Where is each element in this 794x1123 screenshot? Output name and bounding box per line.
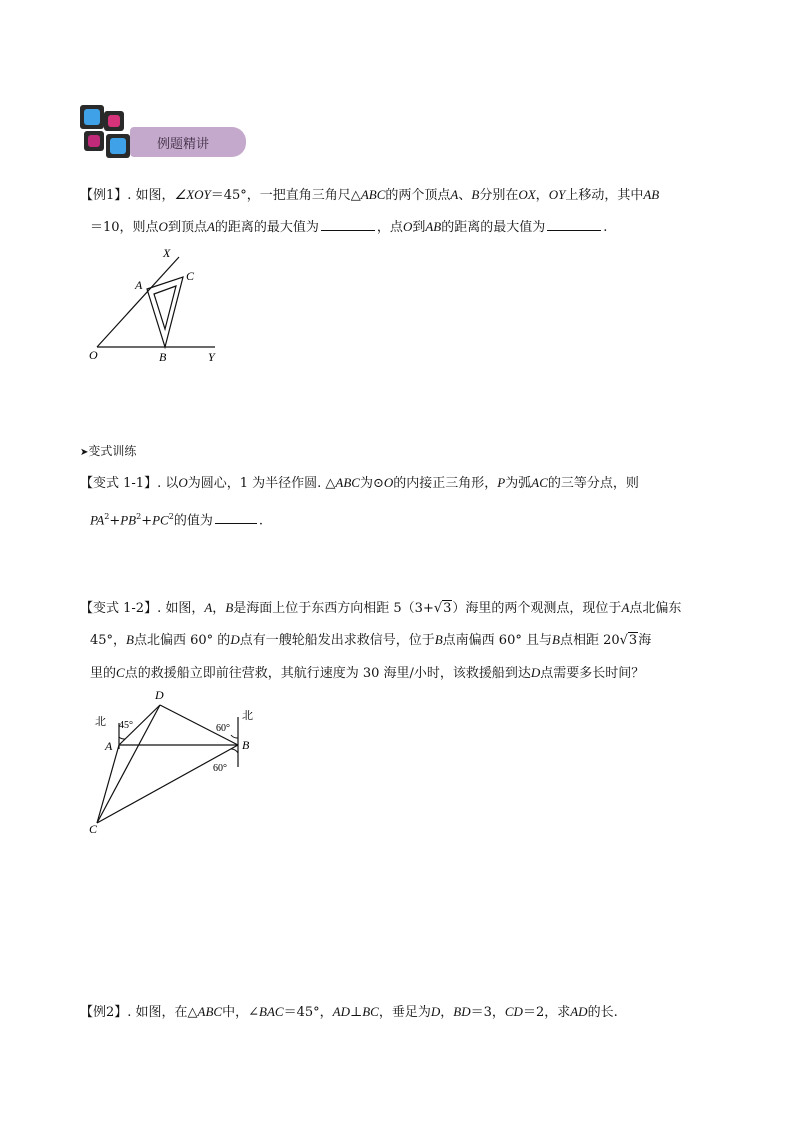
example1-line1: [80, 186, 659, 205]
segment-label: AB: [643, 187, 660, 202]
text: 为⊙: [359, 476, 384, 491]
example1-figure: [85, 243, 225, 368]
triangle-outer: [147, 277, 183, 347]
segment-label: AB: [425, 219, 442, 234]
segment-label: AD: [332, 1004, 350, 1019]
text: ＝10，则点: [90, 220, 159, 235]
point-label: O: [178, 475, 188, 490]
point-label: D: [430, 1004, 441, 1019]
segment-label: BD: [453, 1004, 471, 1019]
text: 点的救援船立即前往营救，其航行速度为 30 海里/小时，该救援船到达: [124, 666, 531, 681]
text: 的长.: [587, 1005, 618, 1020]
text: 是海面上位于东西方向相距 5（3+: [233, 601, 434, 616]
point-label: D: [230, 632, 240, 647]
example1-tag: 【例1】: [80, 188, 128, 203]
ray-label: OY: [548, 187, 566, 202]
logo-square-magenta-inner: [88, 135, 100, 147]
text: 的距离的最大值为: [214, 220, 319, 235]
exponent: 2: [136, 512, 142, 521]
point-label: O: [158, 219, 168, 234]
text: ，垂足为: [378, 1005, 431, 1020]
logo-square-blue-inner: [84, 109, 100, 125]
label-c: C: [89, 822, 98, 836]
variant2-figure: [85, 685, 270, 840]
text: 的两个顶点: [385, 188, 451, 203]
text: ＝45°，一把直角三角尺△: [210, 188, 361, 203]
point-label: B: [126, 632, 134, 647]
triangle-label: ABC: [360, 187, 386, 202]
label-y: Y: [208, 350, 215, 364]
text: 的三等分点，则: [547, 476, 639, 491]
angle-label: ∠XOY: [174, 187, 211, 202]
text: . 如图，: [127, 188, 175, 203]
point-label: P: [497, 475, 506, 490]
text: ＝2，求: [522, 1005, 571, 1020]
text: ，: [440, 1005, 454, 1020]
angle-arc-a: [119, 737, 125, 739]
text: 点南偏西 60° 且与: [442, 633, 552, 648]
answer-blank-3[interactable]: [215, 511, 257, 524]
exponent: 2: [104, 512, 110, 521]
text: . 以: [157, 476, 179, 491]
label-x: X: [163, 246, 171, 260]
arc-label: AC: [531, 475, 548, 490]
text: ＝45°，: [283, 1005, 333, 1020]
text: 45°，: [90, 633, 127, 648]
variant2-tag: 【变式 1-2】: [80, 601, 158, 616]
point-label: C: [116, 665, 125, 680]
variant1-tag: 【变式 1-1】: [80, 476, 158, 491]
label-c: C: [186, 269, 195, 283]
text: 的距离的最大值为: [441, 220, 546, 235]
text: 、: [458, 188, 472, 203]
variant-header: [80, 442, 136, 462]
text: . 如图，在△: [127, 1005, 198, 1020]
text: 点需要多长时间？: [540, 666, 645, 681]
variant2-line2: 45°，B点北偏西 60° 的D点有一艘轮船发出求救信号，位于B点南偏西 60° 且与B点相距 20√3海: [90, 632, 652, 648]
variant-header-title: 变式训练: [88, 444, 137, 458]
text: 为圆心，1 为半径作圆. △: [187, 476, 336, 491]
text: +: [109, 513, 121, 529]
angle-arc-b-top: [231, 735, 238, 738]
text: ＝3，: [470, 1005, 505, 1020]
variant2-line1: 【变式 1-2】. 如图，A，B是海面上位于东西方向相距 5（3+√3）海里的两个观测点，现位于A点北偏东: [80, 600, 682, 616]
example2-tag: 【例2】: [80, 1005, 128, 1020]
text: 分别在: [479, 188, 519, 203]
text: ，: [212, 601, 226, 616]
point-label: O: [402, 219, 413, 234]
ray-ox: [97, 257, 179, 347]
point-label: B: [434, 632, 443, 647]
logo-square-pink-inner: [108, 115, 120, 127]
point-label: B: [471, 187, 480, 202]
label-a: A: [105, 739, 113, 753]
point-label: A: [621, 600, 630, 615]
point-label: A: [450, 187, 459, 202]
label-b: B: [159, 350, 167, 364]
point-label: B: [551, 632, 560, 647]
angle-arc-b-bottom: [231, 749, 238, 753]
term-pb: PB: [120, 512, 137, 528]
text: . 如图，: [157, 601, 205, 616]
label-o: O: [89, 348, 98, 362]
triangle-label: ABC: [197, 1004, 223, 1019]
point-label: D: [530, 665, 541, 680]
angle-label: BAC: [259, 1004, 284, 1019]
text: .: [258, 513, 263, 529]
text: 到顶点: [167, 220, 207, 235]
text: 到: [412, 220, 426, 235]
label-north-left: 北: [95, 715, 106, 728]
point-label: A: [206, 219, 215, 234]
label-d: D: [155, 688, 164, 702]
answer-blank-2[interactable]: [547, 218, 601, 231]
label-60-bottom: 60°: [213, 763, 227, 774]
text: 点北偏东: [629, 601, 682, 616]
label-north-right: 北: [242, 709, 253, 722]
text: ⊥: [349, 1005, 363, 1020]
example2-line1: [80, 1003, 618, 1022]
text: 为弧: [505, 476, 532, 491]
label-60-top: 60°: [216, 723, 230, 734]
text: +: [141, 513, 153, 529]
text: ，点: [376, 220, 403, 235]
segment-ca: [97, 745, 119, 823]
triangle-label: ABC: [335, 475, 360, 490]
text: 里的: [90, 666, 117, 681]
exponent: 2: [168, 512, 174, 521]
point-label: B: [225, 600, 234, 615]
text: ）海里的两个观测点，现位于: [452, 601, 622, 616]
term-pc: PC: [152, 512, 169, 528]
point-label: O: [383, 475, 394, 490]
segment-label: BC: [362, 1004, 379, 1019]
segment-label: CD: [504, 1004, 523, 1019]
text: .: [603, 220, 608, 235]
radicand: 3: [628, 633, 638, 648]
segment-label: AD: [570, 1004, 588, 1019]
text: 的值为: [173, 513, 213, 529]
variant1-line1: [80, 474, 639, 493]
label-45: 45°: [119, 720, 133, 731]
text: 点北偏西 60° 的: [134, 633, 231, 648]
text: 上移动，其中: [565, 188, 644, 203]
text: 的内接正三角形，: [393, 476, 498, 491]
radicand: 3: [443, 601, 452, 616]
example1-line2: [90, 218, 607, 237]
answer-blank-1[interactable]: [321, 218, 375, 231]
text: ，: [535, 188, 549, 203]
text: 点有一艘轮船发出求救信号，位于: [239, 633, 435, 648]
text: 点相距 20: [559, 633, 620, 648]
text: 中，∠: [222, 1005, 260, 1020]
logo-square-blue-2-inner: [110, 138, 126, 154]
arrow-icon: ➤: [80, 447, 89, 458]
text: 海: [638, 633, 652, 648]
label-b: B: [242, 738, 250, 752]
term-pa: PA: [90, 512, 105, 528]
label-a: A: [135, 278, 143, 292]
variant2-line3: [90, 664, 644, 683]
point-label: A: [204, 600, 213, 615]
variant1-line2: [90, 508, 263, 530]
ray-label: OX: [518, 187, 536, 202]
section-title: 例题精讲: [157, 137, 210, 152]
